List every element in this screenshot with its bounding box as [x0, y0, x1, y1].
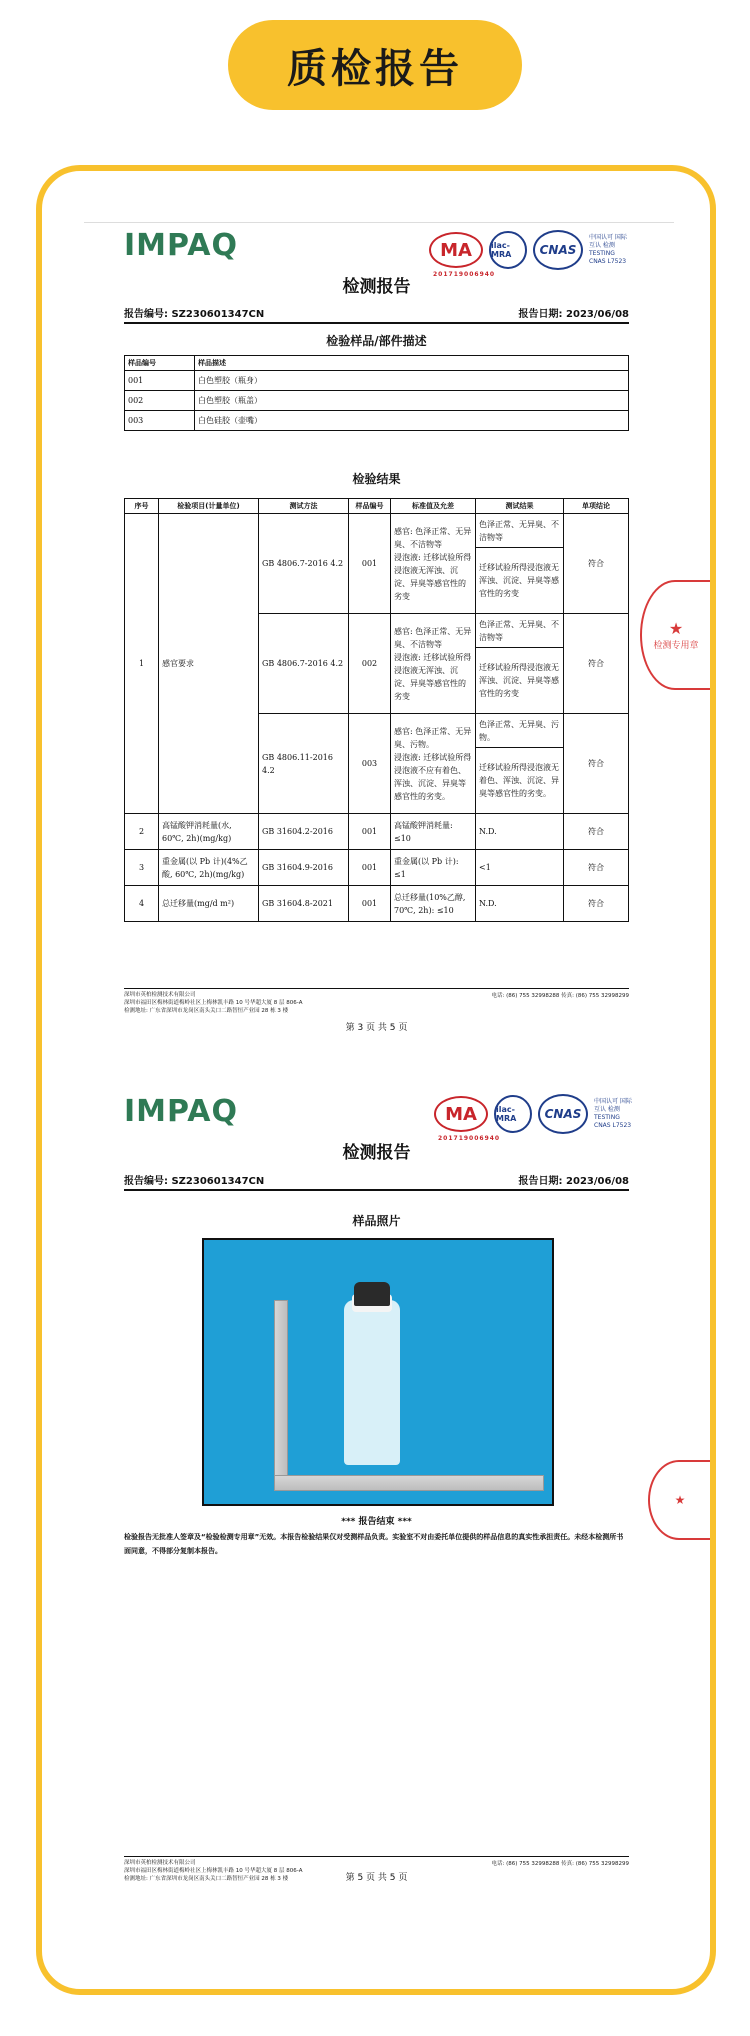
report-meta	[124, 305, 629, 324]
result-item: 重金属(以 Pb 计)(4%乙酸, 60℃, 2h)(mg/kg)	[159, 850, 259, 886]
sample-id: 001	[125, 371, 195, 391]
table-row	[125, 411, 629, 431]
results-header-no: 序号	[125, 499, 159, 514]
report-meta	[124, 1172, 629, 1191]
sample-id: 002	[125, 391, 195, 411]
result-no: 2	[125, 814, 159, 850]
sample-id: 003	[125, 411, 195, 431]
page-number: 第 5 页 共 5 页	[345, 1873, 408, 1883]
footer-lab-address: 检测地址: 广东省深圳市龙岗区南头关口二路智恒产业园 28 栋 3 楼	[124, 1008, 289, 1014]
result-conclusion: 符合	[564, 850, 629, 886]
results-header-sample: 样品编号	[349, 499, 391, 514]
result-item: 总迁移量(mg/d m²)	[159, 886, 259, 922]
result-value: 色泽正常、无异臭、不洁物等	[476, 614, 564, 648]
result-sample: 001	[349, 886, 391, 922]
result-value: N.D.	[476, 886, 564, 922]
cert-logos	[429, 230, 627, 278]
ma-code: 201719006940	[438, 1135, 501, 1142]
inspection-stamp: ★	[648, 1460, 710, 1540]
report-note: 检验报告无批准人签章及“检验检测专用章”无效。本报告检验结果仅对受测样品负责。实验室不对由委托单位提供的样品信息的真实性承担责任。未经本检测所书面同意，不得部分复制本报告。	[124, 1533, 624, 1555]
results-header-conclusion: 单项结论	[564, 499, 629, 514]
table-row	[125, 814, 629, 850]
footer-company: 深圳市英柏检测技术有限公司	[124, 1860, 196, 1866]
report-number: 报告编号: SZ230601347CN	[124, 309, 265, 320]
result-no: 3	[125, 850, 159, 886]
report-title: 检测报告	[342, 1143, 411, 1163]
result-standard	[391, 714, 476, 814]
result-method: GB 31604.8-2021	[259, 886, 349, 922]
footer-address: 深圳市福田区梅林街道梅岭社区上梅林凯丰路 10 号华超大厦 8 层 806-A	[124, 1000, 303, 1006]
ilac-mra-logo: ilac-MRA	[494, 1095, 532, 1133]
results-header-standard: 标准值及允差	[391, 499, 476, 514]
cnas-logo: CNAS	[538, 1094, 588, 1134]
impaq-logo: IMPAQ	[124, 1094, 238, 1129]
result-value: 迁移试验所得浸泡液无浑浊、沉淀、异臭等感官性的劣变	[476, 648, 564, 714]
result-standard	[391, 614, 476, 714]
ilac-mra-logo: ilac-MRA	[489, 231, 527, 269]
report-title: 检测报告	[342, 277, 411, 297]
ma-logo: MA 201719006940	[434, 1096, 488, 1132]
report-end: *** 报告结束 ***	[341, 1517, 412, 1527]
standard-soak: 浸泡液: 迁移试验所得浸泡液不应有着色、浑浊、沉淀、异臭等感官性的劣变。	[394, 752, 472, 801]
result-no: 4	[125, 886, 159, 922]
result-value: N.D.	[476, 814, 564, 850]
cert-logos	[434, 1094, 632, 1142]
cnas-logo: CNAS	[533, 230, 583, 270]
results-title: 检验结果	[352, 472, 401, 486]
footer-company: 深圳市英柏检测技术有限公司	[124, 992, 196, 998]
result-value: 迁移试验所得浸泡液无着色、浑浊、沉淀、异臭等感官性的劣变。	[476, 748, 564, 814]
standard-sensory: 感官: 色泽正常、无异臭、不洁物等	[394, 526, 472, 549]
ma-logo: MA 201719006940	[429, 232, 483, 268]
result-sample: 002	[349, 614, 391, 714]
table-row	[125, 514, 629, 548]
result-standard: 总迁移量(10%乙醇, 70℃, 2h): ≤10	[391, 886, 476, 922]
result-sample: 003	[349, 714, 391, 814]
result-standard: 重金属(以 Pb 计): ≤1	[391, 850, 476, 886]
samples-header-desc: 样品描述	[195, 356, 629, 371]
samples-table	[124, 355, 629, 431]
results-header-method: 测试方法	[259, 499, 349, 514]
top-rule	[84, 222, 674, 223]
results-table	[124, 498, 629, 922]
table-row	[125, 391, 629, 411]
page-number: 第 3 页 共 5 页	[345, 1023, 408, 1033]
report-page-5	[124, 1088, 632, 1888]
result-standard: 高锰酸钾消耗量: ≤10	[391, 814, 476, 850]
standard-soak: 浸泡液: 迁移试验所得浸泡液无浑浊、沉淀、异臭等感官性的劣变	[394, 552, 472, 601]
result-value: 色泽正常、无异臭、污物。	[476, 714, 564, 748]
result-value: 色泽正常、无异臭、不洁物等	[476, 514, 564, 548]
footer-lab-address: 检测地址: 广东省深圳市龙岗区南头关口二路智恒产业园 28 栋 3 楼	[124, 1876, 289, 1882]
result-conclusion: 符合	[564, 886, 629, 922]
photo-title: 样品照片	[352, 1214, 401, 1228]
sample-photo	[202, 1238, 554, 1506]
result-conclusion: 符合	[564, 614, 629, 714]
result-method: GB 4806.11-2016 4.2	[259, 714, 349, 814]
result-conclusion: 符合	[564, 714, 629, 814]
ruler-vertical	[274, 1300, 288, 1490]
header-title: 质检报告	[287, 45, 463, 92]
footer-phone: 电话: (86) 755 32998288 传真: (86) 755 32998299	[491, 1861, 629, 1867]
header-pill	[228, 20, 522, 110]
bottle-body	[344, 1300, 400, 1465]
cnas-caption: 中国认可 国际互认 检测 TESTING CNAS L7523	[589, 234, 627, 265]
table-row	[125, 850, 629, 886]
standard-sensory: 感官: 色泽正常、无异臭、污物。	[394, 726, 472, 749]
bottle-cap	[354, 1282, 390, 1306]
standard-sensory: 感官: 色泽正常、无异臭、不洁物等	[394, 626, 472, 649]
sample-desc: 白色塑胶（瓶身）	[195, 371, 629, 391]
results-header-item: 检验项目(计量单位)	[159, 499, 259, 514]
result-conclusion: 符合	[564, 814, 629, 850]
result-standard	[391, 514, 476, 614]
result-item: 高锰酸钾消耗量(水, 60℃, 2h)(mg/kg)	[159, 814, 259, 850]
standard-soak: 浸泡液: 迁移试验所得浸泡液无浑浊、沉淀、异臭等感官性的劣变	[394, 652, 472, 701]
table-row	[125, 371, 629, 391]
result-no: 1	[125, 514, 159, 814]
sample-desc: 白色硅胶（壶嘴）	[195, 411, 629, 431]
ruler-horizontal	[274, 1475, 544, 1491]
result-method: GB 31604.9-2016	[259, 850, 349, 886]
result-method: GB 31604.2-2016	[259, 814, 349, 850]
result-method: GB 4806.7-2016 4.2	[259, 514, 349, 614]
report-number: 报告编号: SZ230601347CN	[124, 1176, 265, 1187]
result-value: <1	[476, 850, 564, 886]
samples-header-id: 样品编号	[125, 356, 195, 371]
result-sample: 001	[349, 514, 391, 614]
result-sample: 001	[349, 814, 391, 850]
sample-desc: 白色塑胶（瓶盖）	[195, 391, 629, 411]
report-date: 报告日期: 2023/06/08	[518, 1176, 629, 1187]
results-header-result: 测试结果	[476, 499, 564, 514]
ma-code: 201719006940	[433, 271, 496, 278]
report-page-3	[124, 220, 629, 1040]
result-method: GB 4806.7-2016 4.2	[259, 614, 349, 714]
page-footer	[124, 988, 629, 1015]
report-date: 报告日期: 2023/06/08	[518, 309, 629, 320]
result-conclusion: 符合	[564, 514, 629, 614]
table-row	[125, 886, 629, 922]
result-value: 迁移试验所得浸泡液无浑浊、沉淀、异臭等感官性的劣变	[476, 548, 564, 614]
result-item: 感官要求	[159, 514, 259, 814]
stamp-text: 检测专用章	[653, 641, 699, 651]
result-sample: 001	[349, 850, 391, 886]
footer-address: 深圳市福田区梅林街道梅岭社区上梅林凯丰路 10 号华超大厦 8 层 806-A	[124, 1868, 303, 1874]
footer-phone: 电话: (86) 755 32998288 传真: (86) 755 32998299	[491, 993, 629, 999]
impaq-logo: IMPAQ	[124, 228, 238, 263]
inspection-stamp: ★ 检测专用章	[640, 580, 710, 690]
cnas-caption: 中国认可 国际互认 检测 TESTING CNAS L7523	[594, 1098, 632, 1129]
samples-title: 检验样品/部件描述	[326, 334, 427, 348]
